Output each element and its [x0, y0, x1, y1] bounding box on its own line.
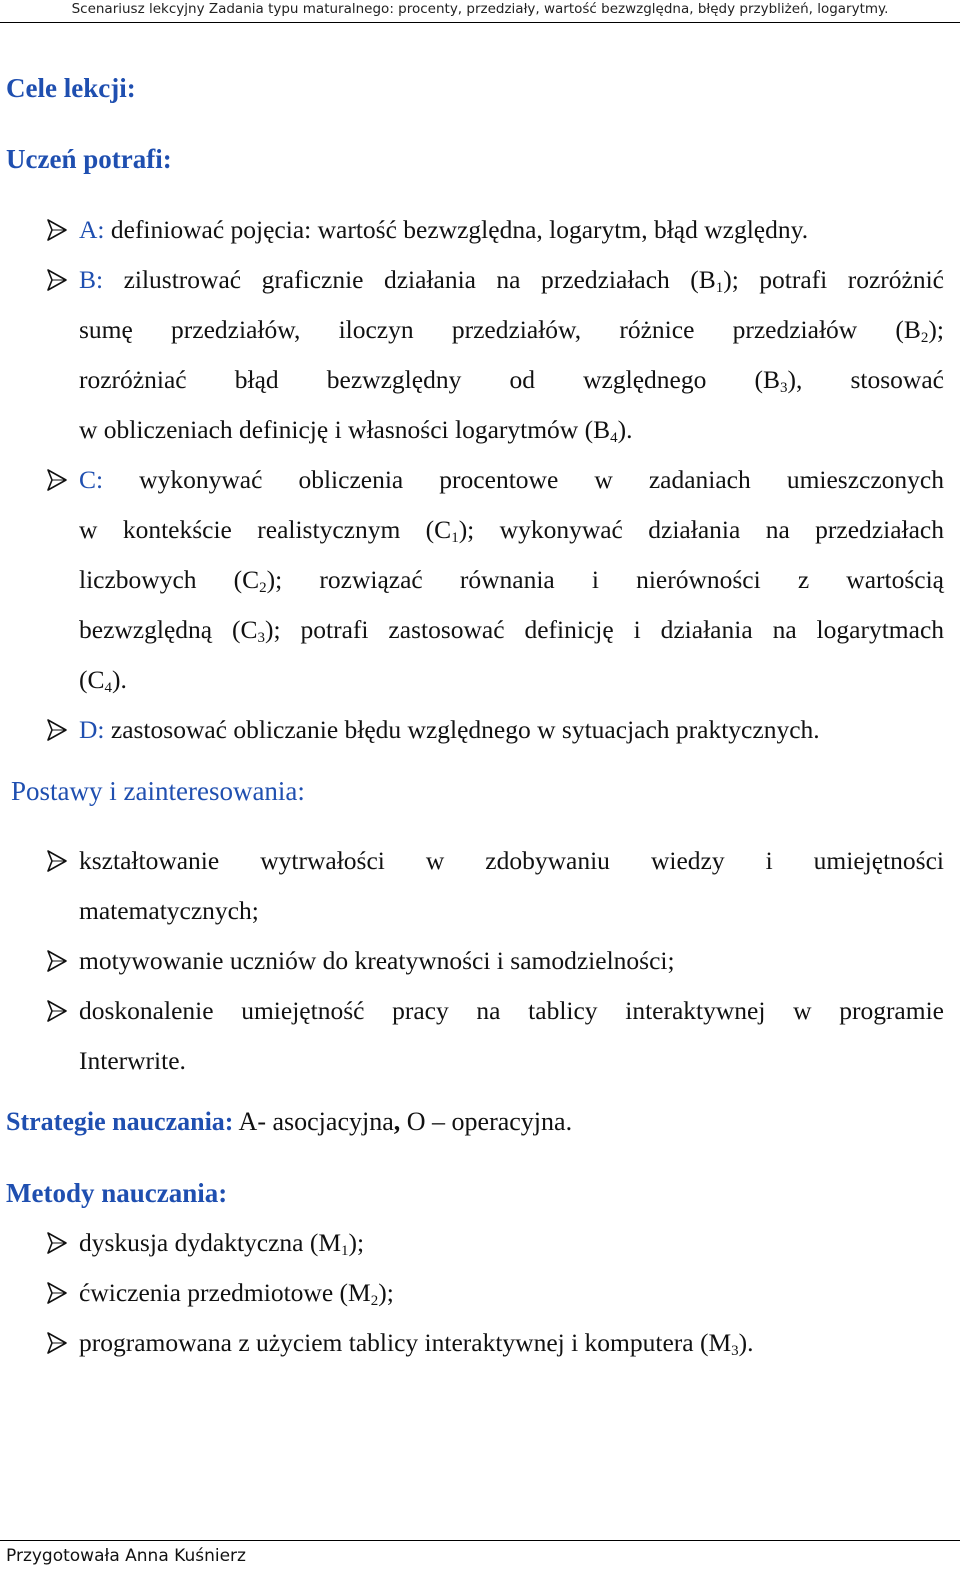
goal-b-label: B: [79, 265, 104, 294]
subscript: 1 [715, 280, 724, 296]
goal-b-line-3 [79, 355, 944, 405]
method-1 [79, 1218, 944, 1268]
arrow-bullet-icon [44, 1230, 70, 1256]
goal-a-text: definiować pojęcia: wartość bezwzględna, logarytm, błąd względny. [110, 215, 809, 244]
subscript: 2 [259, 580, 267, 596]
method-3 [79, 1318, 944, 1368]
arrow-bullet-icon [44, 1280, 70, 1306]
attitude-3-line-1: doskonalenie umiejętność pracy na tablicy interaktywnej w programie [79, 996, 944, 1025]
arrow-bullet-icon [44, 1330, 70, 1356]
goal-d [79, 705, 944, 755]
goal-c-text-2b: ); wykonywać działania na przedziałach [458, 515, 944, 544]
attitude-3-line-2: Interwrite. [79, 1046, 186, 1075]
goal-b-text-2b: ); [928, 315, 944, 344]
goal-b-text-3b: ), stosować [787, 365, 944, 394]
goal-b-line-1 [79, 255, 944, 305]
subscript: 3 [779, 380, 788, 396]
goal-c-text-5: (C [79, 665, 105, 694]
method-1-end: ); [348, 1228, 365, 1257]
subscript: 3 [731, 1343, 739, 1359]
goal-b-text-4b: ). [617, 415, 633, 444]
arrow-bullet-icon [44, 267, 70, 293]
goal-b-line-4 [79, 405, 944, 455]
arrow-bullet-icon [44, 717, 70, 743]
subscript: 1 [451, 530, 459, 546]
method-3-end: ). [738, 1328, 754, 1357]
page-header: Scenariusz lekcyjny Zadania typu maturalnego: procenty, przedziały, wartość bezwzględna, błędy przybliżeń, logarytmy. [0, 0, 960, 23]
goal-c-text-1: wykonywać obliczenia procentowe w zadaniach umieszczonych [139, 465, 945, 494]
arrow-bullet-icon [44, 217, 70, 243]
goal-b-text-4: w obliczeniach definicję i własności logarytmów (B [79, 415, 611, 444]
arrow-bullet-icon [44, 948, 70, 974]
attitudes-title: Postawy i zainteresowania: [11, 776, 305, 806]
goals-title: Cele lekcji: [6, 73, 136, 103]
goal-c-label: C: [79, 465, 104, 494]
strategy-a: A- asocjacyjna [238, 1107, 394, 1136]
strategy-o: O – operacyjna. [400, 1107, 573, 1136]
goal-b-text-2: sumę przedziałów, iloczyn przedziałów, różnice przedziałów (B [79, 315, 921, 344]
method-2-end: ); [378, 1278, 394, 1307]
subscript: 3 [257, 630, 266, 646]
goal-c-text-3: liczbowych (C [79, 565, 260, 594]
goal-b-text-1b: ); potrafi rozróżnić [723, 265, 944, 294]
goal-b-text-1: zilustrować graficznie działania na przedziałach (B [123, 265, 716, 294]
arrow-bullet-icon [44, 998, 70, 1024]
arrow-bullet-icon [44, 467, 70, 493]
goal-c-text-3b: ); rozwiązać równania i nierówności z wartością [266, 565, 944, 594]
methods-title: Metody nauczania: [6, 1178, 228, 1208]
subscript: 4 [104, 680, 112, 696]
attitude-1-line-1: kształtowanie wytrwałości w zdobywaniu wiedzy i umiejętności [79, 846, 944, 875]
goal-c-line-2 [79, 505, 944, 555]
goal-c-line-3 [79, 555, 944, 605]
goal-b-line-2 [79, 305, 944, 355]
strategies-title: Strategie nauczania: [6, 1107, 234, 1136]
method-3-text: programowana z użyciem tablicy interaktywnej i komputera (M [79, 1328, 732, 1357]
goal-a-label: A: [79, 215, 105, 244]
subscript: 2 [920, 330, 929, 346]
attitude-1-line-2: matematycznych; [79, 896, 259, 925]
goals-subtitle: Uczeń potrafi: [6, 144, 172, 174]
goal-c-text-4b: ); potrafi zastosować definicję i działania na logarytmach [265, 615, 945, 644]
method-1-text: dyskusja dydaktyczna (M [79, 1228, 342, 1257]
goal-d-label: D: [79, 715, 105, 744]
subscript: 4 [610, 430, 618, 446]
goal-c-text-2: w kontekście realistycznym (C [79, 515, 452, 544]
goal-b-text-3: rozróżniać błąd bezwzględny od względnego (B [79, 365, 780, 394]
goal-a [79, 205, 944, 255]
subscript: 1 [341, 1243, 349, 1259]
goal-c-text-5b: ). [112, 665, 127, 694]
subscript: 2 [370, 1293, 379, 1309]
goal-c-line-4 [79, 605, 944, 655]
goal-c-line-1 [79, 455, 944, 505]
strategy-comma: , [393, 1107, 401, 1136]
goal-c-text-4: bezwzględną (C [79, 615, 258, 644]
strategies [6, 1106, 572, 1138]
footer-rule [0, 1540, 960, 1541]
method-2-text: ćwiczenia przedmiotowe (M [79, 1278, 371, 1307]
goal-d-text: zastosować obliczanie błędu względnego w sytuacjach praktycznych. [110, 715, 820, 744]
arrow-bullet-icon [44, 848, 70, 874]
goal-c-line-5 [79, 655, 944, 705]
method-2 [79, 1268, 944, 1318]
attitude-2: motywowanie uczniów do kreatywności i samodzielności; [79, 946, 675, 975]
page-footer: Przygotowała Anna Kuśnierz [6, 1546, 246, 1566]
